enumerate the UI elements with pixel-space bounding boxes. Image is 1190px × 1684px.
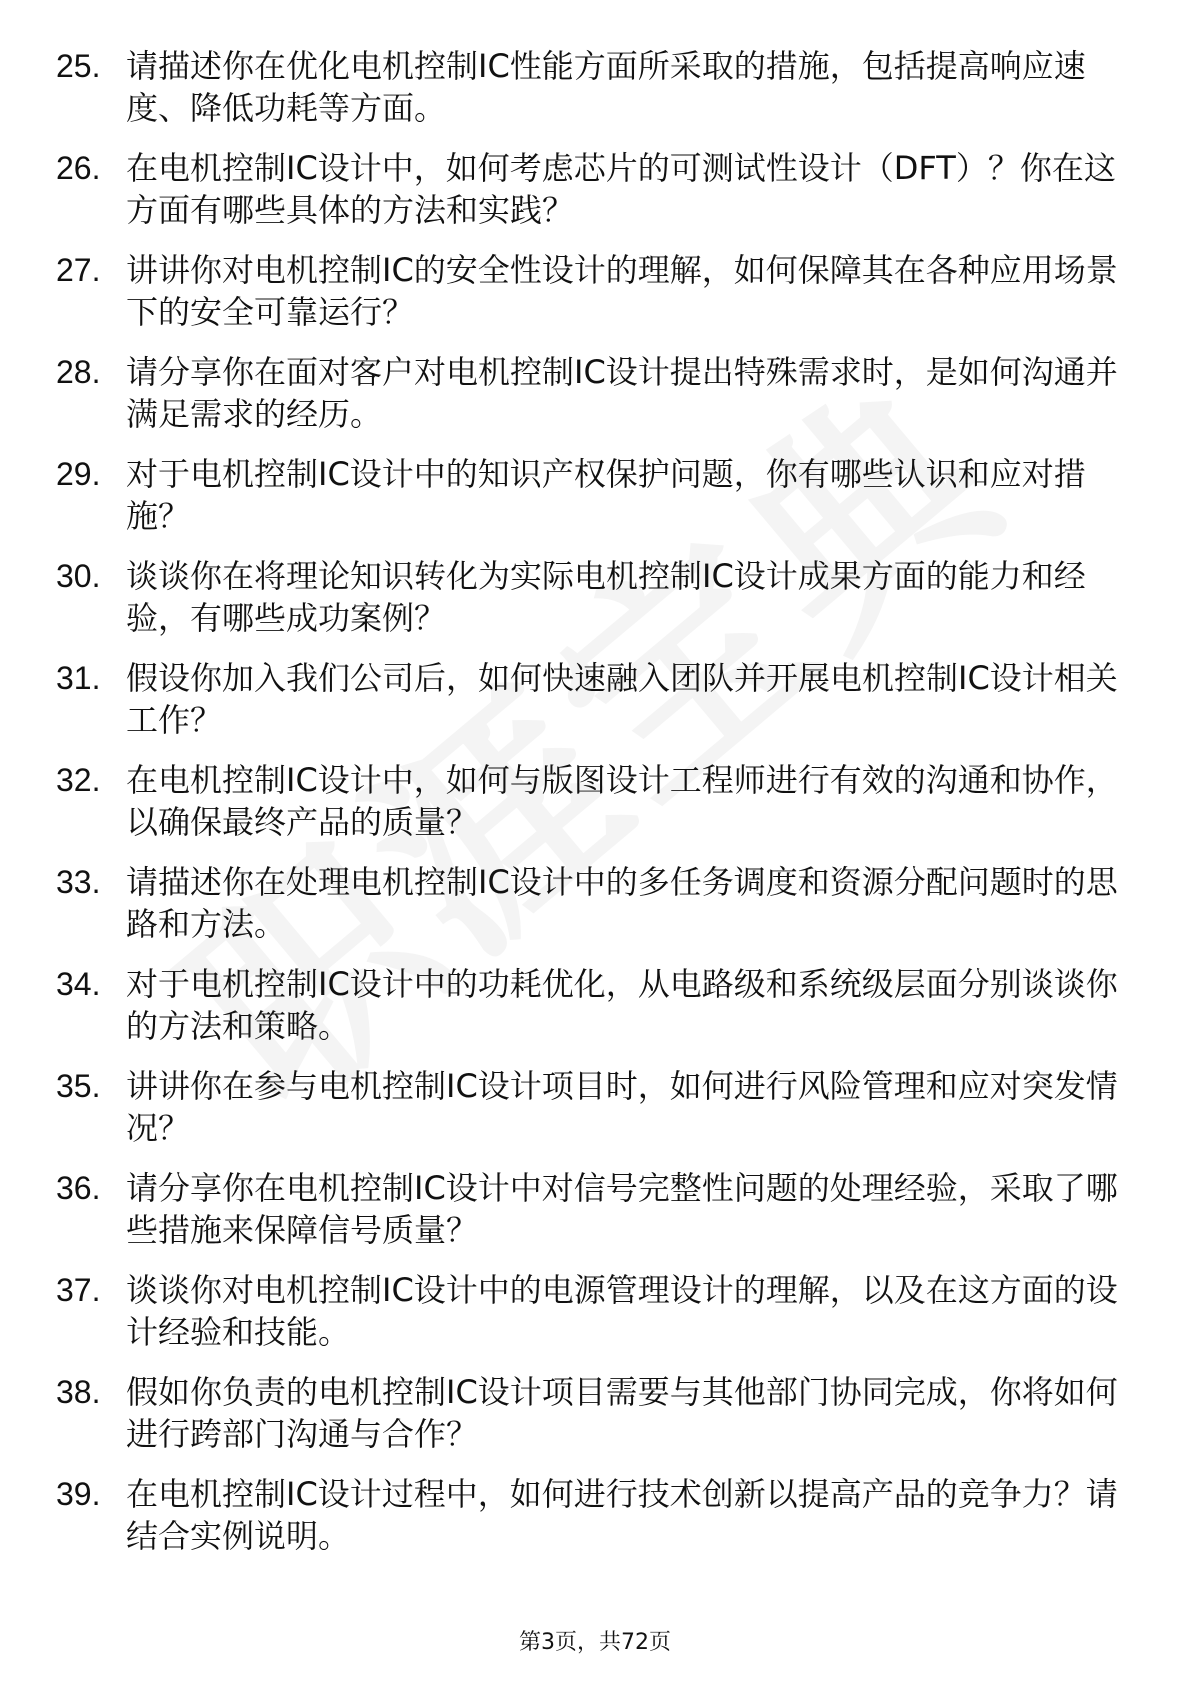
list-item [56,250,1136,333]
question-number: 38. [56,1374,101,1410]
list-item [56,556,1136,639]
list-item [56,1066,1136,1149]
question-text: 请分享你在面对客户对电机控制IC设计提出特殊需求时，是如何沟通并满足需求的经历。 [126,353,1118,433]
question-number: 32. [56,762,101,798]
question-text: 在电机控制IC设计中，如何考虑芯片的可测试性设计（DFT）？你在这方面有哪些具体的方法和实践？ [126,149,1116,229]
list-item [56,46,1136,129]
list-item [56,760,1136,843]
list-item [56,352,1136,435]
list-item [56,862,1136,945]
question-number: 25. [56,48,101,84]
list-item [56,1372,1136,1455]
question-number: 29. [56,456,101,492]
list-item [56,1270,1136,1353]
question-text: 假设你加入我们公司后，如何快速融入团队并开展电机控制IC设计相关工作？ [126,659,1118,739]
question-number: 27. [56,252,101,288]
page-footer: 第3页，共72页 [519,1630,671,1655]
question-text: 谈谈你对电机控制IC设计中的电源管理设计的理解，以及在这方面的设计经验和技能。 [126,1271,1118,1351]
question-number: 34. [56,966,101,1002]
question-number: 35. [56,1068,101,1104]
question-text: 在电机控制IC设计中，如何与版图设计工程师进行有效的沟通和协作，以确保最终产品的质量？ [126,761,1118,841]
question-list [56,46,1136,1576]
question-text: 讲讲你对电机控制IC的安全性设计的理解，如何保障其在各种应用场景下的安全可靠运行？ [126,251,1118,331]
question-text: 对于电机控制IC设计中的知识产权保护问题，你有哪些认识和应对措施？ [126,455,1086,535]
question-text: 请描述你在处理电机控制IC设计中的多任务调度和资源分配问题时的思路和方法。 [126,863,1118,943]
question-text: 在电机控制IC设计过程中，如何进行技术创新以提高产品的竞争力？请结合实例说明。 [126,1475,1118,1555]
list-item [56,454,1136,537]
list-item [56,148,1136,231]
question-text: 讲讲你在参与电机控制IC设计项目时，如何进行风险管理和应对突发情况？ [126,1067,1118,1147]
question-number: 36. [56,1170,101,1206]
question-text: 请分享你在电机控制IC设计中对信号完整性问题的处理经验，采取了哪些措施来保障信号质量？ [126,1169,1118,1249]
question-text: 谈谈你在将理论知识转化为实际电机控制IC设计成果方面的能力和经验，有哪些成功案例？ [126,557,1086,637]
list-item [56,658,1136,741]
list-item [56,1168,1136,1251]
question-number: 33. [56,864,101,900]
question-number: 26. [56,150,101,186]
question-number: 28. [56,354,101,390]
question-text: 请描述你在优化电机控制IC性能方面所采取的措施，包括提高响应速度、降低功耗等方面。 [126,47,1086,127]
question-number: 30. [56,558,101,594]
list-item [56,964,1136,1047]
list-item [56,1474,1136,1557]
question-number: 37. [56,1272,101,1308]
question-text: 对于电机控制IC设计中的功耗优化，从电路级和系统级层面分别谈谈你的方法和策略。 [126,965,1118,1045]
question-text: 假如你负责的电机控制IC设计项目需要与其他部门协同完成，你将如何进行跨部门沟通与合作？ [126,1373,1118,1453]
question-number: 39. [56,1476,101,1512]
question-number: 31. [56,660,101,696]
